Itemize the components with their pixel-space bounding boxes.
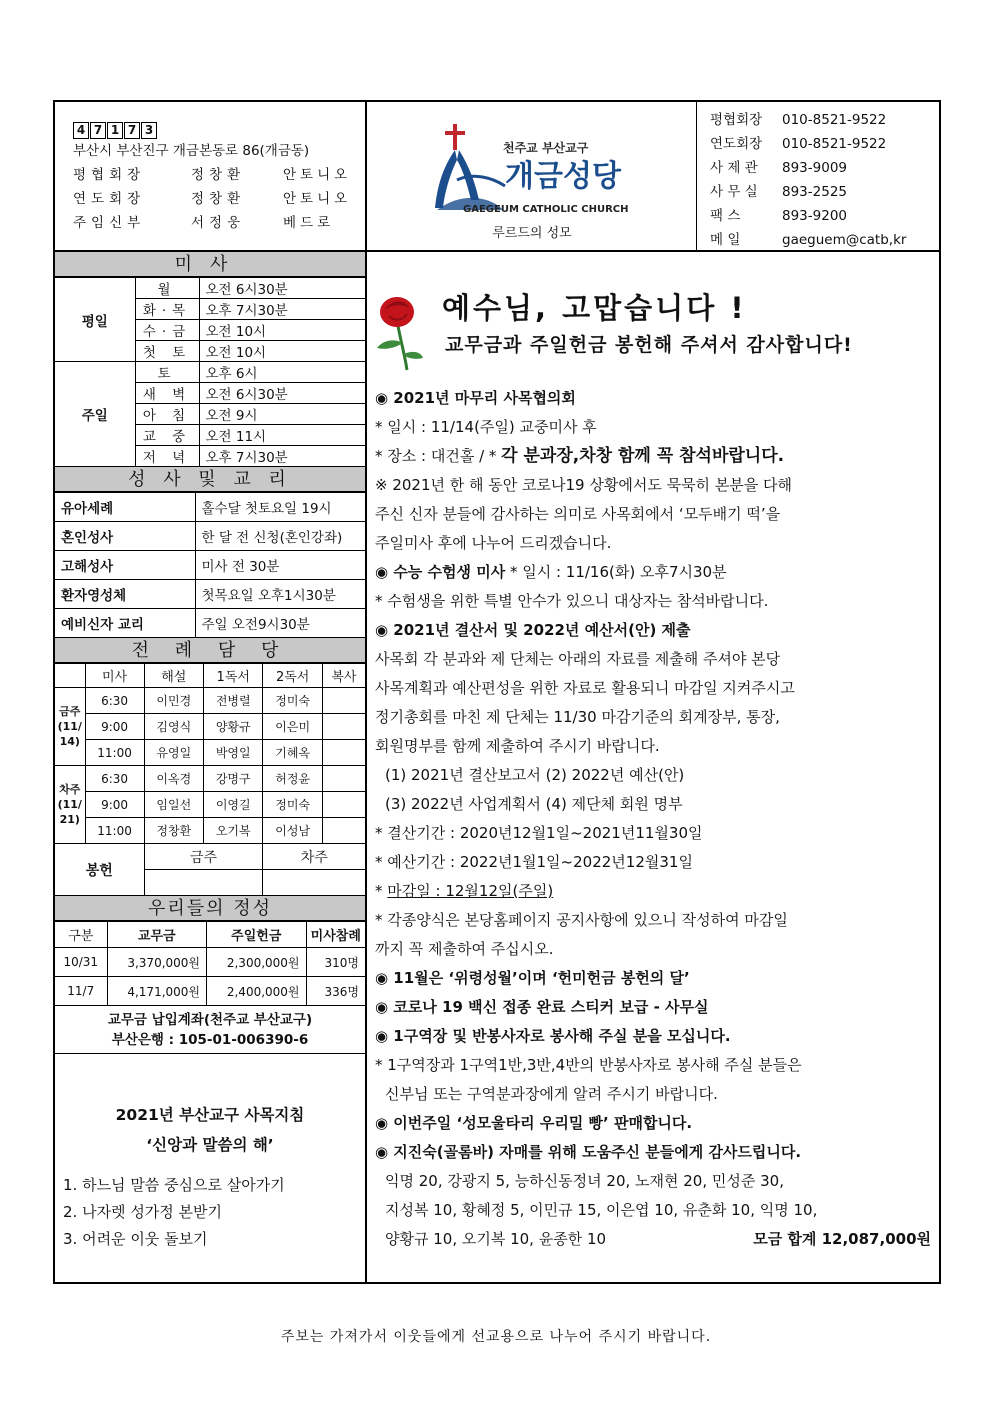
svg-text:천주교 부산교구: 천주교 부산교구 <box>503 141 589 155</box>
svg-text:개금성당: 개금성당 <box>505 159 621 194</box>
header <box>55 102 939 252</box>
pastoral-directive: 2021년 부산교구 사목지침 ‘신앙과 말씀의 해’ <box>115 1106 305 1154</box>
footer-note: 주보는 가져가서 이웃들에게 선교용으로 나누어 주시기 바랍니다. <box>280 1329 712 1345</box>
subheadline: 교무금과 주일헌금 봉헌해 주셔서 감사합니다! <box>445 334 853 356</box>
patron-label: 루르드의 성모 <box>492 226 572 241</box>
liturgy-title: 전 례 담 당 <box>55 638 365 663</box>
logo-area <box>367 102 697 250</box>
weekday-label: 평일 <box>55 278 135 362</box>
parish-info <box>55 102 367 250</box>
bulletin-frame <box>53 100 941 1284</box>
contact-row: 연도회장 010-8521-9522 <box>710 136 887 152</box>
church-logo <box>433 120 673 220</box>
offerings-title: 우리들의 정성 <box>55 896 365 921</box>
contact-row: 사 무 실 893-2525 <box>710 184 847 200</box>
offerings-table: 구분 교무금 주일헌금 미사참례 10/31 3,370,000원 2,300,000원 310명 11/7 4,171,000원 2,400,000원 336명 <box>55 921 365 1006</box>
officer-row: 주임신부 서정웅 베드로 <box>73 215 335 231</box>
account-info: 교무금 납입계좌(천주교 부산교구) 부산은행 : 105-01-006390-6 <box>55 1006 365 1054</box>
svg-text:GAEGEUM CATHOLIC CHURCH: GAEGEUM CATHOLIC CHURCH <box>463 204 629 215</box>
address: 부산시 부산진구 개금본동로 86(개금동) <box>73 143 310 159</box>
contact-row: 평협회장 010-8521-9522 <box>710 112 887 128</box>
contact-row: 메 일 gaeguem@catb,kr <box>710 232 907 248</box>
officer-row: 평협회장 정창환 안토니오 <box>73 167 352 183</box>
directive-list: 1. 하느님 말씀 중심으로 살아가기 2. 나자렛 성가정 본받기 3. 어려운 이웃 돌보기 <box>63 1176 285 1248</box>
sacraments-title: 성 사 및 교 리 <box>55 467 365 492</box>
headline: 예수님, 고맙습니다 ! <box>442 291 747 325</box>
rose-icon <box>371 292 425 372</box>
mass-title: 미사 <box>55 252 365 277</box>
left-column <box>55 252 367 1282</box>
zip-code: 4 7 1 7 3 <box>73 122 365 139</box>
mass-schedule-table: 평일 월 오전 6시30분 화·목 오후 7시30분 수·금 오전 10시 첫 토 오전 10시 주일 토 오후 6시 새 벽 오전 6시30분 아 침 오전 9시 교 중 오전 11시 저 녁 오후 7시30분 <box>55 277 365 467</box>
sacraments-table: 유아세례 홀수달 첫토요일 19시 혼인성사 한 달 전 신청(혼인강좌) 고해성사 미사 전 30분 환자영성체 첫목요일 오후1시30분 예비신자 교리 주일 오전9시30분 <box>55 492 365 638</box>
contact-list <box>697 102 939 250</box>
announcement-body: ◉ 2021년 마무리 사목협의회 * 일시 : 11/14(주일) 교중미사 후 * 장소 : 대건홀 / * 각 분과장,차창 함께 꼭 참석바랍니다. ※ 2021년 한 해 동안 코로나19 상황에서도 묵묵히 본분을 다해 주신 신자 분들에 감사하는 의미로 사목회에서 ‘모두배기 떡’을 주일미사 후에 나누어 드리겠습니다. ◉ 수능 수험생 미사 * 일시 : 11/16(화) 오후7시30분 * 수험생을 위한 특별 안수가 있으니 대상자는 참석바랍니다. ◉ 2021년 결산서 및 2022년 예산서(안) 제출 사목회 각 분과와 제 단체는 아래의 자료를 제출해 주셔야 본당 사목계획과 예산편성을 위한 자료로 활용되니 마감일 지켜주시고 정기총회를 마친 제 단체는 11/30 마감기준의 회계장부, 통장, 회원명부를 함께 제출하여 주시기 바랍니다. (1) 2021년 결산보고서 (2) 2022년 예산(안) (3) 2022년 사업계획서 (4) 제단체 회원 명부 * 결산기간 : 2020년12월1일~2021년11월30일 * 예산기간 : 2022년1월1일~2022년12월31일 * 마감일 : 12월12일(주일) * 각종양식은 본당홈페이지 공지사항에 있으니 작성하여 마감일 까지 꼭 제출하여 주십시오. ◉ 11월은 ‘위령성월’이며 ‘헌미헌금 봉헌의 달’ ◉ 코로나 19 백신 접종 완료 스티커 보급 - 사무실 ◉ 1구역장 및 반봉사자로 봉사해 주실 분을 모십니다. * 1구역장과 1구역1반,3반,4반의 반봉사자로 봉사해 주실 분들은 신부님 또는 구역분과장에게 알려 주시기 바랍니다. ◉ 이번주일 ‘성모울타리 우리밀 빵’ 판매합니다. ◉ 지진숙(골롬바) 자매를 위해 도움주신 분들에게 감사드립니다. 익명 20, 강광지 5, 능하신동정녀 20, 노재현 20, 민성준 30, 지성복 10, 황혜정 5, 이민규 15, 이은엽 10, 유춘화 10, 익명 10, 양황규 10, 오기복 10, 윤종한 10 모금 합계 12,087,000원 <box>375 389 931 1248</box>
announcements <box>367 252 939 1282</box>
liturgy-table: 미사 해설 1독서 2독서 복사 금주 (11/ 14) 6:30 이민경 전병렬 정미숙 9:00 김영식 양황규 이은미 11:00 유영일 박영일 기혜옥 차주 (11/ 21) 6:30 이옥경 강명구 허정윤 9:00 임일선 이영길 정미숙 11:00 정창환 오기복 이성남 봉헌 금주 차주 <box>55 663 365 896</box>
contact-row: 사 제 관 893-9009 <box>710 160 847 176</box>
contact-row: 팩 스 893-9200 <box>710 208 847 224</box>
officer-row: 연도회장 정창환 안토니오 <box>73 191 352 207</box>
sunday-label: 주일 <box>55 362 135 467</box>
